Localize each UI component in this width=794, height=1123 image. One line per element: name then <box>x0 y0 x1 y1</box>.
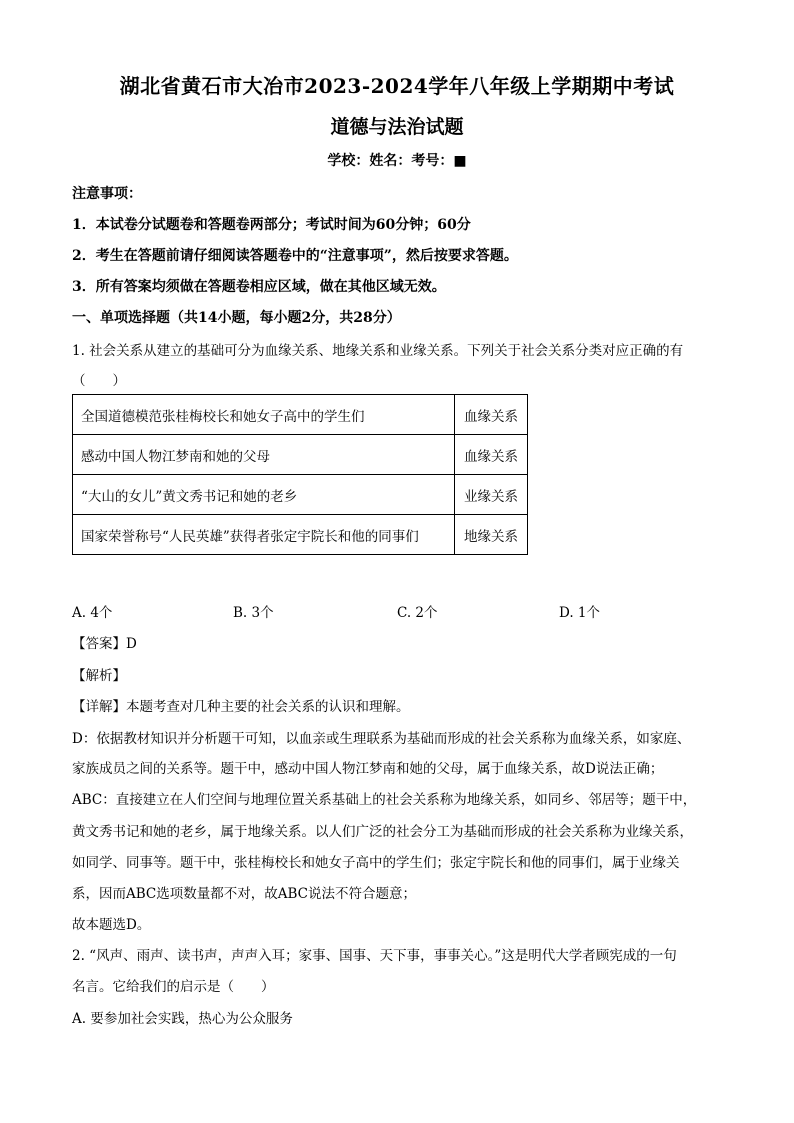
table-row <box>73 395 528 435</box>
table-row <box>73 515 528 555</box>
detail-line: 系，因而ABC选项数量都不对，故ABC说法不符合题意； <box>72 886 416 902</box>
table-row <box>73 435 528 475</box>
question-1-table <box>72 394 528 555</box>
table-row <box>73 475 528 515</box>
analysis-label: 【解析】 <box>72 668 126 684</box>
answer-label: 【答案】D <box>72 636 137 652</box>
option-c: C. 2个 <box>397 605 438 621</box>
exam-title: 湖北省黄石市大冶市2023-2024学年八年级上学期期中考试 <box>119 74 675 98</box>
table-cell-person: 感动中国人物江梦南和她的父母 <box>73 435 455 475</box>
detail-line: D：依据教材知识并分析题干可知，以血亲或生理联系为基础而形成的社会关系称为血缘关系，如家庭、 <box>72 731 691 747</box>
table-cell-person: “大山的女儿”黄文秀书记和她的老乡 <box>73 475 455 515</box>
table-cell-person: 全国道德模范张桂梅校长和她女子高中的学生们 <box>73 395 455 435</box>
section-heading: 一、单项选择题（共14小题，每小题2分，共28分） <box>72 310 401 326</box>
option-b: B. 3个 <box>233 605 274 621</box>
table-cell-relation: 业缘关系 <box>455 475 528 515</box>
question-1-stem: 1. 社会关系从建立的基础可分为血缘关系、地缘关系和业缘关系。下列关于社会关系分类对应正确的有 <box>72 343 684 359</box>
exam-subtitle: 道德与法治试题 <box>330 116 464 138</box>
table-cell-relation: 血缘关系 <box>455 395 528 435</box>
question-2-stem: 2. “风声、雨声、读书声，声声入耳；家事、国事、天下事，事事关心。”这是明代大学者顾宪成的一句 <box>72 948 677 964</box>
student-info-line: 学校：姓名：考号：■ <box>327 153 467 169</box>
notice-item: 3．所有答案均须做在答题卷相应区域，做在其他区域无效。 <box>72 279 446 295</box>
table-cell-relation: 血缘关系 <box>455 435 528 475</box>
notice-item: 1．本试卷分试题卷和答题卷两部分；考试时间为60分钟；60分 <box>72 217 471 233</box>
question-2-stem-cont: 名言。它给我们的启示是（ ） <box>72 979 275 995</box>
detail-line: 如同学、同事等。题干中，张桂梅校长和她女子高中的学生们；张定宇院长和他的同事们，属于业缘关 <box>72 855 680 871</box>
question-1-stem-bracket: （ ） <box>72 373 126 389</box>
option-a: A. 4个 <box>72 605 113 621</box>
table-cell-person: 国家荣誉称号“人民英雄”获得者张定宇院长和他的同事们 <box>73 515 455 555</box>
detail-line: 故本题选D。 <box>72 917 151 933</box>
question-2-option-a: A. 要参加社会实践，热心为公众服务 <box>72 1011 293 1027</box>
detail-line: 黄文秀书记和她的老乡，属于地缘关系。以人们广泛的社会分工为基础而形成的社会关系称为业缘关系， <box>72 824 693 840</box>
notice-item: 2．考生在答题前请仔细阅读答题卷中的“注意事项”，然后按要求答题。 <box>72 248 518 264</box>
option-d: D. 1个 <box>559 605 601 621</box>
detail-line: ABC：直接建立在人们空间与地理位置关系基础上的社会关系称为地缘关系，如同乡、邻居等；题干中， <box>72 792 697 808</box>
notice-heading: 注意事项： <box>72 186 142 202</box>
detail-line: 【详解】本题考查对几种主要的社会关系的认识和理解。 <box>72 699 410 715</box>
table-cell-relation: 地缘关系 <box>455 515 528 555</box>
detail-line: 家族成员之间的关系等。题干中，感动中国人物江梦南和她的父母，属于血缘关系，故D说法正确； <box>72 761 664 777</box>
